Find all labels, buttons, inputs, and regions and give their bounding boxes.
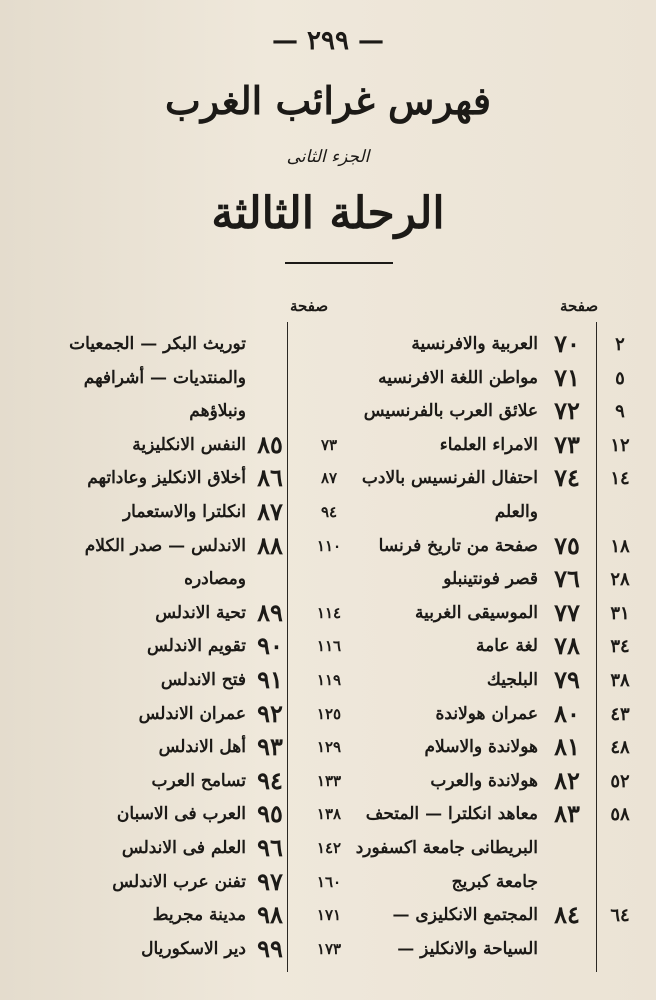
entry-number: ٩٦ bbox=[257, 833, 283, 862]
entry-source-page: ١٦٠ bbox=[316, 872, 342, 891]
entry-topic: قصر فونتينبلو bbox=[443, 569, 538, 590]
entry-number: ٧٢ bbox=[554, 396, 580, 426]
entry-topic: عمران الاندلس bbox=[138, 703, 246, 724]
entry-topic: انكلترا والاستعمار bbox=[122, 502, 246, 522]
entry-number: ٨٨ bbox=[257, 530, 283, 560]
entry-topic: أهل الاندلس bbox=[158, 737, 246, 758]
entry-topic: علائق العرب بالفرنسيس bbox=[363, 401, 538, 422]
entry-topic: لغة عامة bbox=[476, 636, 538, 657]
entry-topic: توريث البكر — الجمعيات bbox=[69, 334, 246, 354]
entry-topic: دير الاسكوريال bbox=[141, 938, 246, 959]
page-title: فهرس غرائب الغرب bbox=[165, 78, 491, 123]
entry-topic: والمنتديات — أشرافهم bbox=[83, 367, 246, 388]
entry-topic: فتح الاندلس bbox=[160, 670, 246, 690]
entry-topic: النفس الانكليزية bbox=[132, 434, 246, 455]
entry-topic: البريطانى جامعة اكسفورد bbox=[355, 838, 538, 858]
entry-number: ٧٠ bbox=[554, 329, 580, 358]
entry-number: ٩٠ bbox=[257, 631, 283, 661]
column-header-right: صفحة bbox=[560, 297, 599, 315]
entry-page-number: ٥ bbox=[615, 367, 625, 389]
entry-number: ٩٩ bbox=[257, 933, 283, 963]
entry-number: ٨٣ bbox=[554, 799, 580, 829]
entry-source-page: ١٧١ bbox=[316, 906, 342, 925]
entry-number: ٨٠ bbox=[554, 698, 580, 728]
volume-subtitle: الجزء الثانى bbox=[286, 147, 370, 167]
entry-topic: مواطن اللغة الافرنسيه bbox=[378, 367, 538, 388]
entry-topic: معاهد انكلترا — المتحف bbox=[365, 804, 538, 825]
entry-number: ٨٥ bbox=[257, 429, 283, 459]
entry-topic: تحية الاندلس bbox=[155, 602, 246, 623]
entry-page-number: ٣٤ bbox=[610, 636, 630, 658]
entry-number: ٨١ bbox=[554, 732, 580, 762]
entry-topic: العلم فى الاندلس bbox=[121, 838, 246, 858]
entry-number: ٧٧ bbox=[554, 597, 580, 627]
entry-source-page: ٨٧ bbox=[320, 469, 338, 488]
entry-source-page: ١١٩ bbox=[316, 671, 342, 689]
column-divider-page bbox=[596, 322, 597, 972]
entry-page-number: ٤٣ bbox=[610, 703, 630, 725]
entry-source-page: ٩٤ bbox=[320, 503, 338, 521]
entry-source-page: ١١٦ bbox=[316, 637, 342, 656]
entry-number: ٧٥ bbox=[554, 530, 580, 560]
entry-topic: مدينة مجريط bbox=[152, 905, 246, 926]
entry-number: ٧٦ bbox=[554, 564, 580, 594]
page-number: — ٢٩٩ — bbox=[271, 26, 385, 56]
entry-topic: جامعة كبريج bbox=[451, 871, 538, 892]
entry-source-page: ١٣٣ bbox=[316, 771, 342, 790]
entry-topic: تفنن عرب الاندلس bbox=[112, 871, 246, 892]
column-header-middle: صفحة bbox=[290, 297, 329, 315]
entry-number: ٧٨ bbox=[554, 631, 580, 661]
entry-page-number: ٢ bbox=[615, 334, 625, 355]
entry-topic: العربية والافرنسية bbox=[411, 334, 538, 354]
heading-rule bbox=[285, 262, 393, 264]
entry-number: ٨٢ bbox=[554, 765, 580, 795]
entry-number: ٨٩ bbox=[257, 597, 283, 627]
entry-page-number: ٣١ bbox=[610, 602, 630, 624]
entry-topic: البلجيك bbox=[486, 670, 538, 690]
entry-page-number: ٦٤ bbox=[610, 905, 630, 927]
entry-page-number: ٥٨ bbox=[610, 804, 630, 826]
entry-topic: هولاندة والاسلام bbox=[424, 737, 538, 758]
entry-topic: أخلاق الانكليز وعاداتهم bbox=[87, 468, 246, 489]
entry-number: ٧٩ bbox=[554, 665, 580, 694]
entry-number: ٩٥ bbox=[257, 799, 283, 829]
entry-page-number: ٢٨ bbox=[610, 569, 630, 591]
entry-number: ٩١ bbox=[257, 665, 283, 694]
entry-page-number: ١٢ bbox=[610, 434, 630, 456]
entry-topic: صفحة من تاريخ فرنسا bbox=[378, 535, 538, 556]
entry-topic: ومصادره bbox=[184, 569, 246, 590]
entry-source-page: ١١٤ bbox=[316, 603, 342, 622]
entry-topic: عمران هولاندة bbox=[435, 703, 538, 724]
entry-page-number: ٩ bbox=[615, 401, 625, 423]
journey-heading: الرحلة الثالثة bbox=[211, 188, 445, 239]
entry-topic: احتفال الفرنسيس بالادب bbox=[361, 468, 538, 489]
entry-number: ٧١ bbox=[554, 362, 580, 392]
entry-topic: والعلم bbox=[494, 502, 538, 522]
entry-topic: تسامح العرب bbox=[151, 770, 246, 791]
entry-number: ٨٦ bbox=[257, 463, 283, 493]
entry-topic: العرب فى الاسبان bbox=[116, 804, 246, 825]
entry-page-number: ٣٨ bbox=[610, 670, 630, 691]
entry-number: ٨٧ bbox=[257, 497, 283, 526]
entry-number: ٩٢ bbox=[257, 698, 283, 728]
entry-number: ٩٧ bbox=[257, 866, 283, 896]
entry-number: ٨٤ bbox=[554, 900, 580, 930]
entry-source-page: ١٤٢ bbox=[316, 839, 342, 857]
entry-topic: الاندلس — صدر الكلام bbox=[84, 535, 246, 556]
entry-number: ٩٨ bbox=[257, 900, 283, 930]
entry-source-page: ١٢٩ bbox=[316, 738, 342, 757]
entry-source-page: ٧٣ bbox=[320, 435, 338, 454]
entry-topic: تقويم الاندلس bbox=[146, 636, 246, 657]
entry-number: ٧٣ bbox=[554, 429, 580, 459]
entry-source-page: ١١٠ bbox=[316, 536, 342, 555]
entry-topic: المجتمع الانكليزى — bbox=[392, 905, 538, 926]
entry-source-page: ١٣٨ bbox=[316, 805, 342, 824]
entry-topic: الموسيقى الغربية bbox=[414, 602, 538, 623]
entry-source-page: ١٧٣ bbox=[316, 939, 342, 958]
entry-topic: الامراء العلماء bbox=[439, 434, 538, 455]
entry-page-number: ٤٨ bbox=[610, 737, 630, 759]
entry-topic: هولاندة والعرب bbox=[430, 770, 538, 791]
entry-number: ٩٤ bbox=[257, 765, 283, 795]
entry-page-number: ١٤ bbox=[610, 468, 630, 490]
entry-number: ٧٤ bbox=[554, 463, 580, 493]
entry-source-page: ١٢٥ bbox=[316, 704, 342, 723]
entry-number: ٩٣ bbox=[257, 732, 283, 762]
entry-topic: ونبلاؤهم bbox=[189, 401, 246, 422]
entry-page-number: ٥٢ bbox=[610, 770, 630, 792]
entry-topic: السياحة والانكليز — bbox=[397, 938, 538, 959]
entry-page-number: ١٨ bbox=[610, 535, 630, 557]
